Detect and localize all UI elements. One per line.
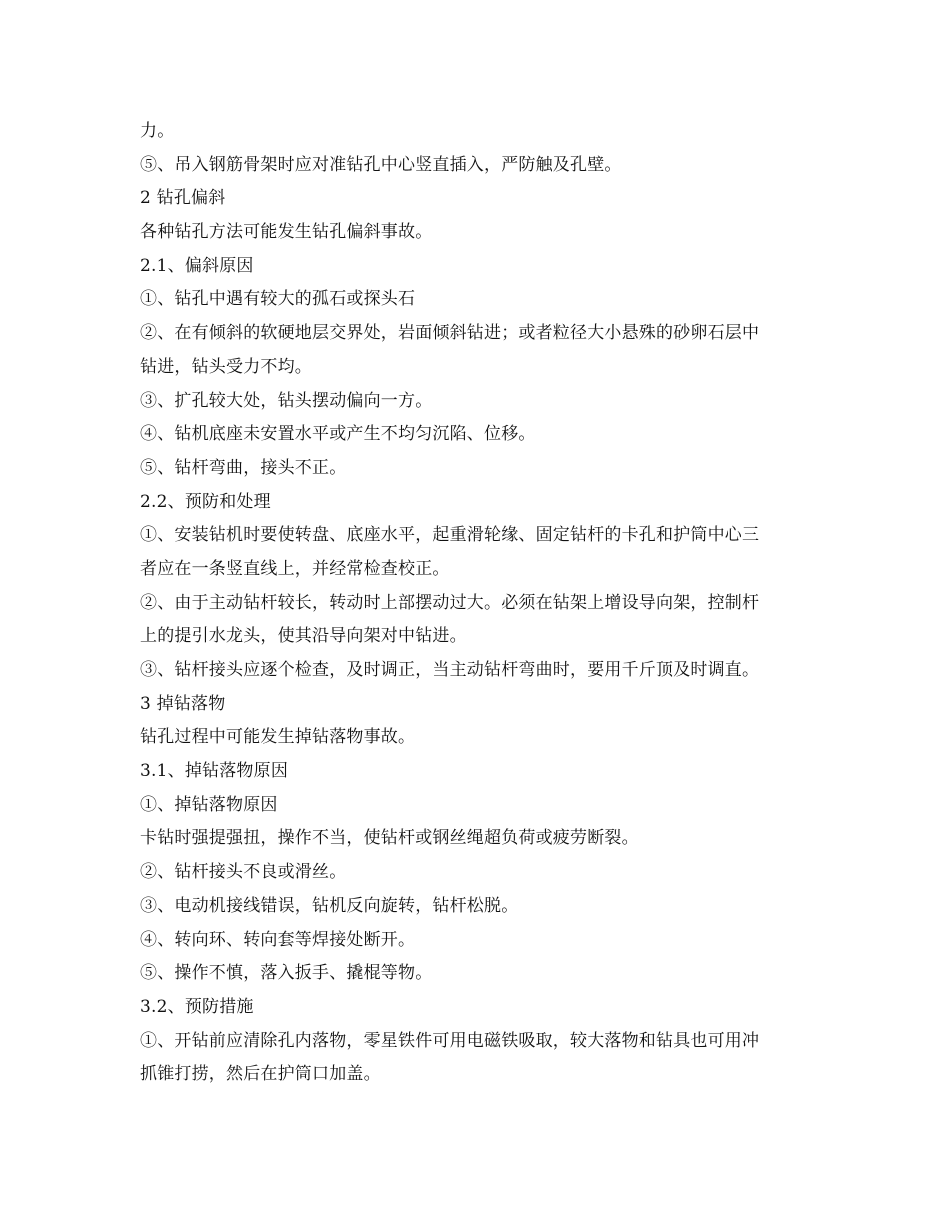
subsection-heading: 3.1、掉钻落物原因 [140,761,289,782]
text-line: ②、钻杆接头不良或滑丝。 [140,862,347,883]
section-heading: 2 钻孔偏斜 [140,188,226,209]
text-line: ⑤、吊入钢筋骨架时应对准钻孔中心竖直插入，严防触及孔壁。 [140,154,622,175]
text-line: ③、钻杆接头应逐个检查，及时调正，当主动钻杆弯曲时，要用千斤顶及时调直。 [140,660,760,680]
subsection-heading: 2.1、偏斜原因 [140,255,254,276]
text-line: ①、钻孔中遇有较大的孤石或探头石 [140,289,416,310]
text-line: ④、钻机底座未安置水平或产生不均匀沉陷、位移。 [140,424,536,445]
text-line: ②、由于主动钻杆较长，转动时上部摆动过大。必须在钻架上增设导向架，控制杆 [140,592,760,613]
text-line: ②、在有倾斜的软硬地层交界处，岩面倾斜钻进；或者粒径大小悬殊的砂卵石层中 [140,323,760,344]
text-line: ④、转向环、转向套等焊接处断开。 [140,929,416,950]
text-line: ①、开钻前应清除孔内落物，零星铁件可用电磁铁吸取，较大落物和钻具也可用冲 [140,1030,760,1051]
document-body [140,115,820,1092]
section-heading: 3 掉钻落物 [140,693,226,714]
text-line: ⑤、钻杆弯曲，接头不正。 [140,457,347,478]
text-line: ③、扩孔较大处，钻头摆动偏向一方。 [140,390,433,411]
text-line: 钻进，钻头受力不均。 [140,356,312,377]
text-line: 抓锥打捞，然后在护筒口加盖。 [140,1064,381,1085]
text-line: 者应在一条竖直线上，并经常检查校正。 [140,558,450,579]
text-line: ①、安装钻机时要使转盘、底座水平，起重滑轮缘、固定钻杆的卡孔和护筒中心三 [140,525,760,546]
text-line: ③、电动机接线错误，钻机反向旋转，钻杆松脱。 [140,895,519,916]
text-line: 各种钻孔方法可能发生钻孔偏斜事故。 [140,222,433,243]
text-line: 钻孔过程中可能发生掉钻落物事故。 [140,727,416,748]
text-line: ①、掉钻落物原因 [140,794,278,815]
text-line: 卡钻时强提强扭，操作不当，使钻杆或钢丝绳超负荷或疲劳断裂。 [140,828,639,849]
text-line: 力。 [140,121,175,141]
subsection-heading: 2.2、预防和处理 [140,491,271,512]
subsection-heading: 3.2、预防措施 [140,996,254,1017]
text-line: 上的提引水龙头，使其沿导向架对中钻进。 [140,626,467,647]
text-line: ⑤、操作不慎，落入扳手、撬棍等物。 [140,963,433,984]
